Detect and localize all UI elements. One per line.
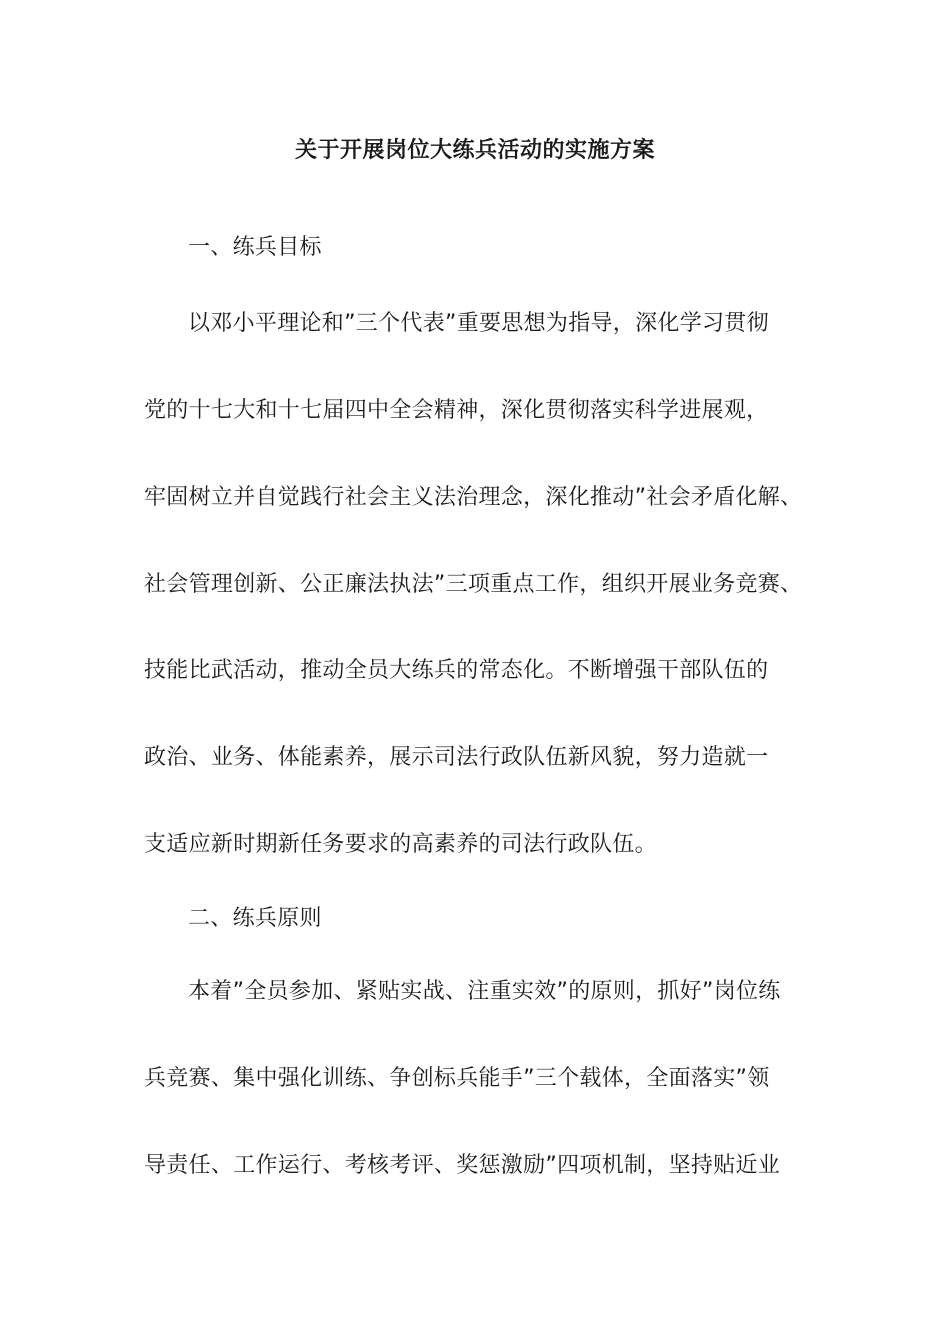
paragraph-line: 兵竞赛、集中强化训练、争创标兵能手”三个载体，全面落实”领 — [144, 1066, 770, 1091]
paragraph-line: 以邓小平理论和”三个代表”重要思想为指导，深化学习贯彻 — [188, 311, 769, 336]
paragraph-line: 技能比武活动，推动全员大练兵的常态化。不断增强干部队伍的 — [144, 658, 769, 683]
paragraph-line: 本着”全员参加、紧贴实战、注重实效”的原则，抓好”岗位练 — [188, 979, 781, 1004]
paragraph-line: 支适应新时期新任务要求的高素养的司法行政队伍。 — [144, 832, 657, 857]
paragraph-line: 社会管理创新、公正廉法执法”三项重点工作，组织开展业务竞赛、 — [144, 572, 803, 597]
paragraph-line: 牢固树立并自觉践行社会主义法治理念，深化推动”社会矛盾化解、 — [144, 485, 803, 510]
document-title: 关于开展岗位大练兵活动的实施方案 — [294, 138, 655, 163]
paragraph-line: 政治、业务、体能素养，展示司法行政队伍新风貌，努力造就一 — [144, 745, 769, 770]
paragraph-line: 导责任、工作运行、考核考评、奖惩激励”四项机制，坚持贴近业 — [144, 1153, 781, 1178]
section-heading-principles: 二、练兵原则 — [188, 906, 322, 931]
paragraph-line: 党的十七大和十七届四中全会精神，深化贯彻落实科学进展观， — [144, 398, 769, 423]
section-heading-goals: 一、练兵目标 — [188, 235, 322, 260]
